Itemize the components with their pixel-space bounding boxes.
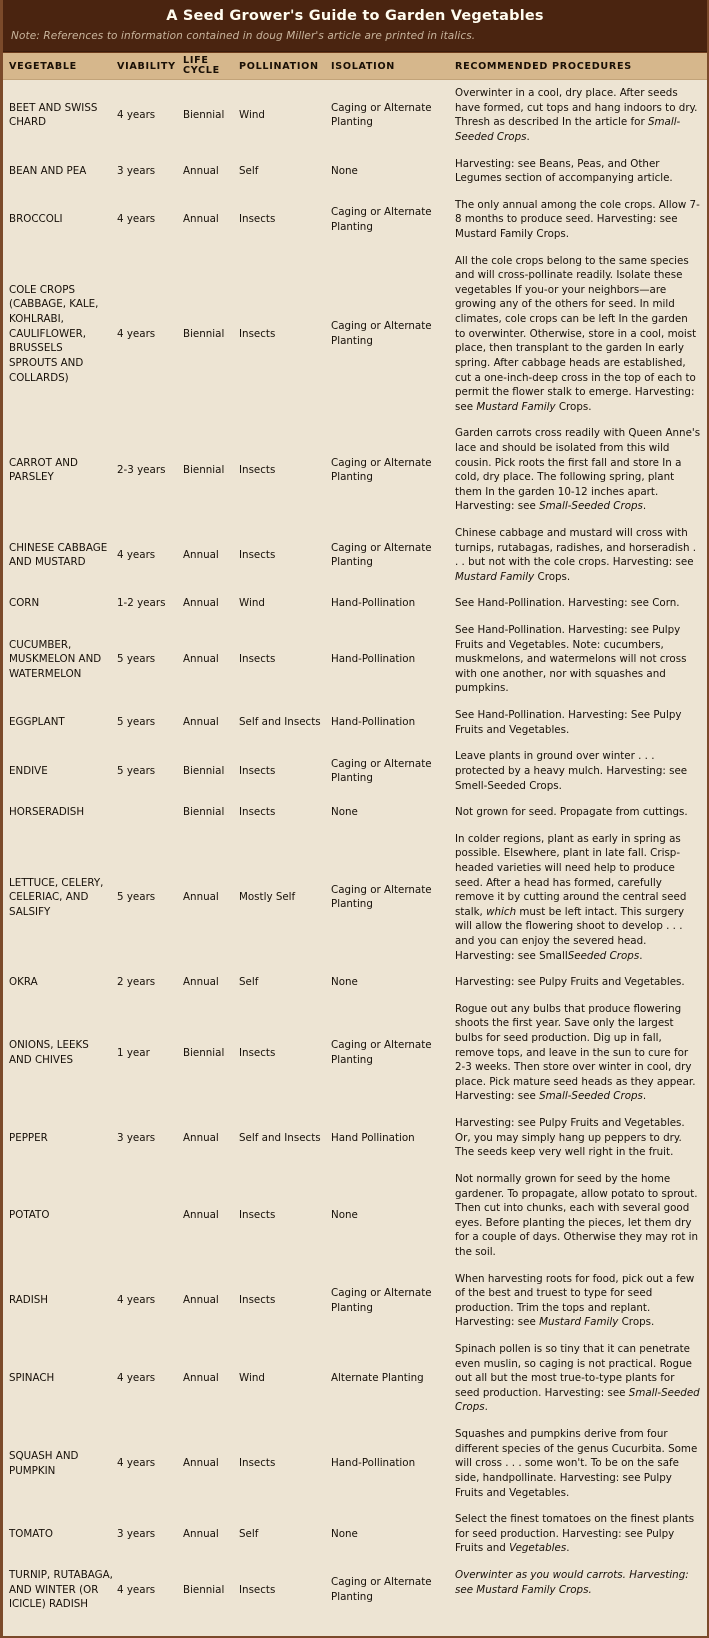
- table-row: [3, 1266, 707, 1336]
- cell-pollination: Self and Insects: [239, 1131, 321, 1144]
- cell-viability: 5 years: [117, 716, 156, 729]
- cell-viability: 4 years: [117, 1457, 156, 1470]
- cell-vegetable: CHINESE CABBAGE AND MUSTARD: [9, 541, 108, 569]
- column-header-procedures: RECOMMENDED PROCEDURES: [455, 60, 632, 72]
- cell-pollination: Insects: [239, 213, 276, 226]
- cell-vegetable: EGGPLANT: [9, 716, 65, 729]
- cell-pollination: Insects: [239, 653, 276, 666]
- cell-life-cycle: Biennial: [183, 1583, 225, 1596]
- cell-isolation: Caging or Alternate Planting: [331, 1039, 432, 1066]
- cell-life-cycle: Annual: [183, 1372, 219, 1385]
- cell-isolation: None: [331, 164, 358, 177]
- cell-isolation: Caging or Alternate Planting: [331, 456, 432, 484]
- cell-vegetable: OKRA: [9, 976, 38, 989]
- cell-pollination: Self: [239, 976, 259, 989]
- cell-recommended-procedures: Overwinter in a cool, dry place. After seeds have formed, cut tops and hang indoors to dry. Thresh as described In the article for Small-Seeded Crops.: [455, 87, 698, 143]
- cell-recommended-procedures: Not normally grown for seed by the home gardener. To propagate, allow potato to sprout. Then cut into chunks, each with several good eyes. Before planting the pieces, let them dry for a couple of days. Otherwise they may rot in the soil.: [455, 1172, 699, 1258]
- cell-isolation: Hand-Pollination: [331, 1457, 416, 1470]
- table-row: [3, 1506, 707, 1562]
- cell-life-cycle: Annual: [183, 976, 219, 989]
- cell-viability: 2 years: [117, 976, 156, 989]
- cell-viability: 5 years: [117, 891, 156, 904]
- cell-pollination: Insects: [239, 548, 276, 561]
- cell-vegetable: LETTUCE, CELERY, CELERIAC, AND SALSIFY: [9, 876, 104, 918]
- cell-recommended-procedures: See Hand-Pollination. Harvesting: see Corn.: [455, 597, 680, 610]
- cell-isolation: Caging or Alternate Planting: [331, 320, 432, 347]
- cell-isolation: Hand Pollination: [331, 1131, 415, 1144]
- table-row: [3, 151, 707, 192]
- cell-life-cycle: Annual: [183, 164, 219, 177]
- cell-viability: 4 years: [117, 327, 156, 340]
- cell-isolation: Hand-Pollination: [331, 597, 416, 610]
- cell-vegetable: CARROT AND PARSLEY: [9, 456, 78, 484]
- table-row: [3, 80, 707, 150]
- cell-pollination: Insects: [239, 1209, 276, 1222]
- cell-pollination: Insects: [239, 327, 276, 340]
- cell-pollination: Wind: [239, 1372, 265, 1385]
- cell-isolation: Caging or Alternate Planting: [331, 883, 432, 911]
- cell-pollination: Insects: [239, 1046, 276, 1059]
- cell-life-cycle: Annual: [183, 891, 219, 904]
- cell-isolation: Caging or Alternate Planting: [331, 206, 432, 233]
- cell-vegetable: SQUASH AND PUMPKIN: [9, 1449, 79, 1477]
- cell-recommended-procedures: See Hand-Pollination. Harvesting: see Pulpy Fruits and Vegetables. Note: cucumbers, muskmelons, and watermelons will not cross with one another, nor with squashes and pumpkins.: [455, 624, 687, 695]
- column-header-isolation: ISOLATION: [331, 60, 396, 72]
- cell-isolation: None: [331, 1209, 358, 1222]
- cell-life-cycle: Annual: [183, 213, 219, 226]
- cell-vegetable: CUCUMBER, MUSKMELON AND WATERMELON: [9, 638, 102, 680]
- cell-recommended-procedures: Garden carrots cross readily with Queen Anne's lace and should be isolated from this wild cousin. Pick roots the first fall and store In a cold, dry place. The following spring, plant them In the garden 10-12 inches apart. Harvesting: see Small-Seeded Crops.: [455, 427, 701, 513]
- cell-viability: 1 year: [117, 1046, 150, 1059]
- cell-vegetable: CORN: [9, 597, 40, 610]
- cell-vegetable: BEET AND SWISS CHARD: [9, 101, 98, 129]
- cell-pollination: Self: [239, 1527, 259, 1540]
- title-band: [3, 0, 707, 52]
- cell-recommended-procedures: When harvesting roots for food, pick out a few of the best and truest to type for seed production. Trim the tops and replant. Harvesting: see Mustard Family Crops.: [455, 1272, 695, 1329]
- cell-viability: 4 years: [117, 548, 156, 561]
- cell-isolation: Caging or Alternate Planting: [331, 757, 432, 785]
- cell-life-cycle: Annual: [183, 597, 219, 610]
- cell-isolation: Alternate Planting: [331, 1372, 424, 1385]
- table-row: [3, 192, 707, 248]
- cell-life-cycle: Annual: [183, 653, 219, 666]
- table-row: [3, 826, 707, 969]
- cell-vegetable: TOMATO: [9, 1527, 53, 1540]
- table-row: [3, 248, 707, 421]
- table-row: [3, 590, 707, 617]
- cell-recommended-procedures: Overwinter as you would carrots. Harvesting: see Mustard Family Crops.: [455, 1568, 689, 1596]
- cell-life-cycle: Biennial: [183, 109, 225, 122]
- cell-life-cycle: Annual: [183, 1527, 219, 1540]
- cell-life-cycle: Annual: [183, 548, 219, 561]
- cell-recommended-procedures: Harvesting: see Beans, Peas, and Other Legumes section of accompanying article.: [455, 157, 673, 185]
- cell-isolation: Hand-Pollination: [331, 716, 416, 729]
- cell-recommended-procedures: In colder regions, plant as early in spring as possible. Elsewhere, plant in late fall. Crisp-headed varieties will need help to produce seed. After a head has formed, carefully remove it by cutting around the central seed stalk, which must be left intact. This surgery will allow the flowering shoot to develop . . . and you can enjoy the severed head. Harvesting: see SmallSeeded Crops.: [455, 832, 687, 962]
- cell-pollination: Insects: [239, 764, 276, 777]
- cell-recommended-procedures: Squashes and pumpkins derive from four different species of the genus Cucurbita. Some will cross . . . some won't. To be on the safe side, handpollinate. Harvesting: see Pulpy Fruits and Vegetables.: [455, 1428, 698, 1499]
- cell-recommended-procedures: Rogue out any bulbs that produce flowering shoots the first year. Save only the largest bulbs for seed production. Dig up in fall, remove tops, and leave in the sun to cure for 2-3 weeks. Then store over winter in cool, dry place. Pick mature seed heads as they appear. Harvesting: see Small-Seeded Crops.: [455, 1002, 696, 1103]
- table-row: [3, 1110, 707, 1166]
- cell-recommended-procedures: Harvesting: see Pulpy Fruits and Vegetables. Or, you may simply hang up peppers to dry. The seeds keep very well right in the fruit.: [455, 1117, 685, 1159]
- cell-recommended-procedures: Select the finest tomatoes on the finest plants for seed production. Harvesting: see Pulpy Fruits and Vegetables.: [455, 1513, 695, 1555]
- cell-viability: 4 years: [117, 1294, 156, 1307]
- cell-recommended-procedures: All the cole crops belong to the same species and will cross-pollinate readily. Isolate these vegetables If you-or your neighbors—are growing any of the others for seed. In mild climates, cole crops can be left In the garden to overwinter. Otherwise, store in a cool, moist place, then transplant to the garden In early spring. After cabbage heads are established, cut a one-inch-deep cross in the top of each to permit the flower stalk to emerge. Harvesting: see Mustard Family Crops.: [455, 254, 697, 413]
- cell-pollination: Insects: [239, 463, 276, 476]
- cell-vegetable: ENDIVE: [9, 764, 48, 777]
- cell-pollination: Insects: [239, 1457, 276, 1470]
- table-row: [3, 996, 707, 1110]
- cell-viability: 3 years: [117, 1131, 156, 1144]
- page-title: A Seed Grower's Guide to Garden Vegetables: [166, 8, 544, 24]
- cell-life-cycle: Annual: [183, 1294, 219, 1307]
- cell-life-cycle: Biennial: [183, 764, 225, 777]
- cell-viability: 5 years: [117, 653, 156, 666]
- cell-isolation: None: [331, 806, 358, 819]
- table-row: [3, 1336, 707, 1421]
- cell-pollination: Wind: [239, 109, 265, 122]
- cell-vegetable: HORSERADISH: [9, 806, 85, 819]
- column-header-viability: VIABILITY: [117, 60, 176, 72]
- table-row: [3, 969, 707, 996]
- cell-vegetable: ONIONS, LEEKS AND CHIVES: [9, 1039, 89, 1066]
- cell-viability: 3 years: [117, 1527, 156, 1540]
- cell-recommended-procedures: Chinese cabbage and mustard will cross with turnips, rutabagas, radishes, and horseradish . . . but not with the cole crops. Harvesting: see Mustard Family Crops.: [455, 526, 697, 583]
- cell-life-cycle: Biennial: [183, 463, 225, 476]
- cell-life-cycle: Annual: [183, 1457, 219, 1470]
- cell-recommended-procedures: Spinach pollen is so tiny that it can penetrate even muslin, so caging is not practical. Rogue out all but the most true-to-type plants for seed production. Harvesting: see Small-Seeded Crops.: [455, 1343, 700, 1414]
- table-row: [3, 1562, 707, 1618]
- table-row: [3, 743, 707, 799]
- cell-isolation: Caging or Alternate Planting: [331, 541, 432, 569]
- cell-vegetable: RADISH: [9, 1294, 49, 1307]
- cell-isolation: Caging or Alternate Planting: [331, 1287, 432, 1314]
- table-column-header-row: [3, 52, 707, 80]
- italics-note: Note: References to information contained in doug Miller's article are printed in italics.: [11, 29, 476, 42]
- table-row: [3, 799, 707, 826]
- cell-pollination: Wind: [239, 597, 265, 610]
- cell-viability: 5 years: [117, 764, 156, 777]
- cell-recommended-procedures: Harvesting: see Pulpy Fruits and Vegetables.: [455, 976, 685, 989]
- cell-life-cycle: Biennial: [183, 327, 225, 340]
- table-row: [3, 1166, 707, 1266]
- cell-vegetable: SPINACH: [9, 1372, 55, 1385]
- column-header-pollination: POLLINATION: [239, 60, 319, 72]
- cell-isolation: Caging or Alternate Planting: [331, 1576, 432, 1603]
- cell-recommended-procedures: Not grown for seed. Propagate from cuttings.: [455, 806, 688, 819]
- cell-life-cycle: Annual: [183, 1209, 219, 1222]
- cell-isolation: Hand-Pollination: [331, 653, 416, 666]
- cell-viability: 4 years: [117, 213, 156, 226]
- cell-isolation: None: [331, 1527, 358, 1540]
- table-row: [3, 617, 707, 702]
- cell-viability: 4 years: [117, 109, 156, 122]
- cell-life-cycle: Annual: [183, 716, 219, 729]
- cell-isolation: None: [331, 976, 358, 989]
- cell-life-cycle: Biennial: [183, 806, 225, 819]
- cell-life-cycle: Annual: [183, 1131, 219, 1144]
- cell-pollination: Mostly Self: [239, 891, 296, 904]
- cell-isolation: Caging or Alternate Planting: [331, 101, 432, 129]
- cell-pollination: Insects: [239, 806, 276, 819]
- cell-pollination: Insects: [239, 1583, 276, 1596]
- cell-recommended-procedures: Leave plants in ground over winter . . . protected by a heavy mulch. Harvesting: see Smell-Seeded Crops.: [455, 750, 688, 792]
- table-row: [3, 702, 707, 743]
- cell-recommended-procedures: The only annual among the cole crops. Allow 7-8 months to produce seed. Harvesting: see Mustard Family Crops.: [455, 198, 700, 241]
- cell-vegetable: TURNIP, RUTABAGA, AND WINTER (OR ICICLE) RADISH: [9, 1568, 113, 1611]
- cell-viability: 2-3 years: [117, 463, 166, 476]
- cell-vegetable: BEAN AND PEA: [9, 164, 87, 177]
- cell-viability: 1-2 years: [117, 597, 166, 610]
- column-header-life-cycle-line2: CYCLE: [183, 65, 220, 77]
- column-header-vegetable: VEGETABLE: [9, 60, 77, 72]
- cell-viability: 4 years: [117, 1583, 156, 1596]
- column-header-life-cycle: [181, 53, 237, 79]
- cell-vegetable: POTATO: [9, 1209, 50, 1222]
- column-header-life-cycle-line1: LIFE: [183, 55, 209, 67]
- table-row: [3, 520, 707, 590]
- cell-pollination: Self: [239, 164, 259, 177]
- table-row: [3, 420, 707, 520]
- cell-vegetable: COLE CROPS (CABBAGE, KALE, KOHLRABI, CAULIFLOWER, BRUSSELS SPROUTS AND COLLARDS): [9, 283, 99, 384]
- table-row: [3, 1421, 707, 1506]
- cell-vegetable: PEPPER: [9, 1131, 48, 1144]
- cell-vegetable: BROCCOLI: [9, 213, 63, 226]
- cell-pollination: Self and Insects: [239, 716, 321, 729]
- cell-pollination: Insects: [239, 1294, 276, 1307]
- cell-life-cycle: Biennial: [183, 1046, 225, 1059]
- cell-viability: 4 years: [117, 1372, 156, 1385]
- table-body: [3, 80, 707, 1636]
- cell-recommended-procedures: See Hand-Pollination. Harvesting: See Pulpy Fruits and Vegetables.: [455, 709, 682, 736]
- cell-viability: 3 years: [117, 164, 156, 177]
